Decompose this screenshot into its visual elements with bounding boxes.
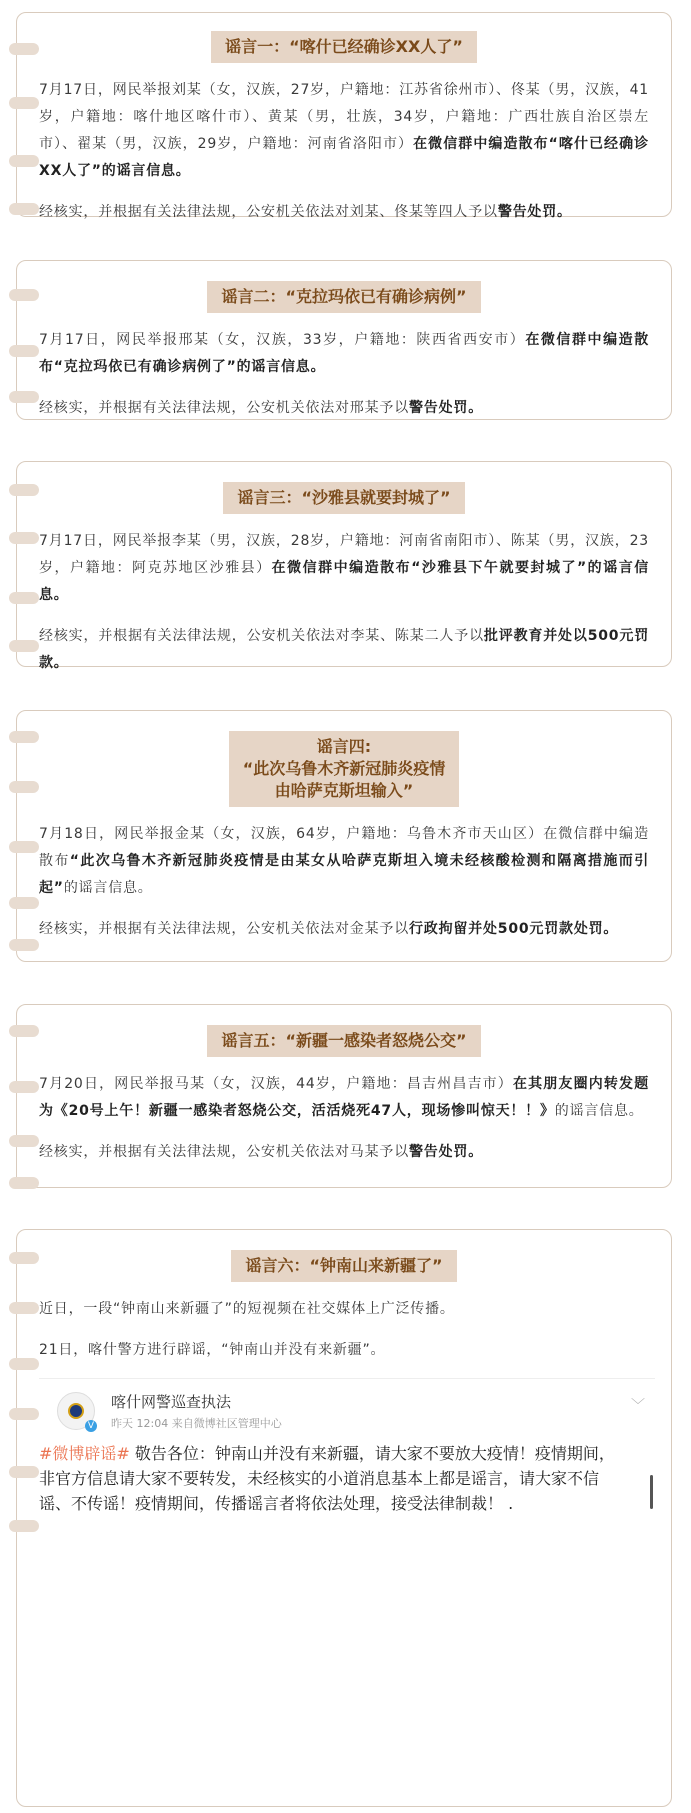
rumor-title	[211, 31, 477, 63]
decorative-tab	[9, 532, 39, 544]
rumor-card	[16, 461, 672, 671]
decorative-tab	[9, 1081, 39, 1093]
highlight-text: “此次乌鲁木齐新冠肺炎疫情是由某女从哈萨克斯坦入境未经核酸检测和隔离措施而引起”	[39, 853, 649, 896]
rumor-penalty-paragraph	[39, 199, 649, 226]
decorative-tab	[9, 1302, 39, 1314]
decorative-tab	[9, 484, 39, 496]
rumor-title	[207, 1025, 480, 1057]
decorative-tab	[9, 592, 39, 604]
decorative-tab	[9, 1252, 39, 1264]
body-text: 经核实，并根据有关法律法规，公安机关依法对马某予以	[39, 1144, 409, 1160]
highlight-text: 在其朋友圈内转发题为《20号上午！新疆一感染者怒烧公交，活活烧死47人，现场惨叫惊天！！》	[39, 1076, 649, 1119]
decorative-tab	[9, 97, 39, 109]
rumor-report-paragraph	[39, 528, 649, 609]
body-text: 7月17日，网民举报李某（男，汉族，28岁，户籍地：河南省南阳市）、陈某（男，汉族，23岁，户籍地：阿克苏地区沙雅县）	[39, 533, 649, 576]
body-text: 7月18日，网民举报金某（女，汉族，64岁，户籍地：乌鲁木齐市天山区）在微信群中编造散布	[39, 826, 649, 869]
body-text: 经核实，并根据有关法律法规，公安机关依法对金某予以	[39, 921, 409, 937]
body-text: 经核实，并根据有关法律法规，公安机关依法对刘某、佟某等四人予以	[39, 204, 498, 220]
rumor-report-paragraph	[39, 1071, 649, 1125]
decorative-tab	[9, 43, 39, 55]
decorative-tab	[9, 1408, 39, 1420]
highlight-text: 在微信群中编造散布“喀什已经确诊XX人了”的谣言信息。	[39, 136, 649, 179]
decorative-tab	[9, 841, 39, 853]
decorative-tab	[9, 155, 39, 167]
body-text: 经核实，并根据有关法律法规，公安机关依法对邢某予以	[39, 400, 409, 416]
body-text: 7月17日，网民举报邢某（女，汉族，33岁，户籍地：陕西省西安市）	[39, 332, 526, 348]
rumor-penalty-paragraph	[39, 395, 649, 422]
highlight-text: 警告处罚。	[409, 1144, 483, 1160]
decorative-tab	[9, 1135, 39, 1147]
rumor-title-line: 由哈萨克斯坦输入”	[274, 781, 414, 800]
decorative-tab	[9, 640, 39, 652]
rumor-title-line: “此次乌鲁木齐新冠肺炎疫情	[242, 759, 446, 778]
rumor-penalty-paragraph	[39, 623, 649, 677]
rumor-card	[16, 1004, 672, 1188]
decorative-tab	[9, 1358, 39, 1370]
rumor-title	[207, 281, 480, 313]
rumor-report-paragraph	[39, 327, 649, 381]
rumor-card	[16, 710, 672, 962]
body-text: 7月17日，网民举报刘某（女，汉族，27岁，户籍地：江苏省徐州市）、佟某（男，汉族，41岁，户籍地：喀什地区喀什市）、黄某（男，壮族，34岁，户籍地：广西壮族自治区崇左市）、翟某（男，汉族，29岁，户籍地：河南省洛阳市）	[39, 82, 649, 152]
rumor-title	[223, 482, 464, 514]
body-text: 的谣言信息。	[554, 1103, 644, 1119]
rumor-title	[229, 731, 460, 807]
decorative-tab	[9, 289, 39, 301]
rumor-title-line: 谣言二：“克拉玛依已有确诊病例”	[221, 287, 467, 306]
scrollbar[interactable]	[650, 1475, 653, 1509]
decorative-tab	[9, 345, 39, 357]
body-text: 21日，喀什警方进行辟谣，“钟南山并没有来新疆”。	[39, 1342, 386, 1358]
rumor-title-line: 谣言三：“沙雅县就要封城了”	[237, 488, 451, 507]
decorative-tab	[9, 1177, 39, 1189]
body-text: 近日，一段“钟南山来新疆了”的短视频在社交媒体上广泛传播。	[39, 1301, 455, 1317]
rumor-title-line: 谣言四:	[316, 737, 372, 756]
rumor-report-paragraph	[39, 77, 649, 185]
rumor-card	[16, 12, 672, 220]
rumor-report-paragraph	[39, 821, 649, 902]
decorative-tab	[9, 939, 39, 951]
weibo-post-text: 敬告各位：钟南山并没有来新疆，请大家不要放大疫情！疫情期间，非官方信息请大家不要转发，未经核实的小道消息基本上都是谣言，请大家不信谣、不传谣！疫情期间，传播谣言者将依法处理，接受法律制裁！ .	[39, 1444, 615, 1513]
body-text: 7月20日，网民举报马某（女，汉族，44岁，户籍地：昌吉州昌吉市）	[39, 1076, 513, 1092]
weibo-post[interactable]	[39, 1378, 655, 1516]
avatar[interactable]	[57, 1392, 95, 1430]
highlight-text: 行政拘留并处500元罚款处罚。	[409, 921, 619, 937]
weibo-post-body	[39, 1441, 655, 1516]
police-emblem-icon	[68, 1403, 84, 1419]
rumor-penalty-paragraph	[39, 916, 649, 943]
highlight-text: 批评教育并处以500元罚款。	[39, 628, 649, 671]
rumor-card	[16, 260, 672, 420]
highlight-text: 警告处罚。	[497, 204, 572, 220]
decorative-tab	[9, 731, 39, 743]
rumor-title-line: 谣言五：“新疆一感染者怒烧公交”	[221, 1031, 467, 1050]
verified-badge-icon: V	[85, 1420, 97, 1432]
chevron-down-icon[interactable]: ﹀	[631, 1398, 645, 1414]
decorative-tab	[9, 1025, 39, 1037]
weibo-post-meta: 昨天 12:04 来自微博社区管理中心	[111, 1417, 282, 1430]
rumor-penalty-paragraph	[39, 1139, 649, 1166]
weibo-account-name[interactable]: 喀什网警巡查执法	[111, 1393, 232, 1411]
body-text: 的谣言信息。	[63, 880, 153, 896]
highlight-text: 在微信群中编造散布“克拉玛依已有确诊病例了”的谣言信息。	[39, 332, 649, 375]
rumor-title-line: 谣言一：“喀什已经确诊XX人了”	[225, 37, 463, 56]
rumor-report-paragraph	[39, 1296, 649, 1323]
highlight-text: 警告处罚。	[409, 400, 483, 416]
decorative-tab	[9, 781, 39, 793]
rumor-title	[231, 1250, 456, 1282]
decorative-tab	[9, 1466, 39, 1478]
decorative-tab	[9, 203, 39, 215]
weibo-post-header	[39, 1391, 655, 1431]
hashtag-link[interactable]: #微博辟谣#	[39, 1444, 130, 1463]
decorative-tab	[9, 1520, 39, 1532]
decorative-tab	[9, 391, 39, 403]
rumor-card	[16, 1229, 672, 1807]
decorative-tab	[9, 897, 39, 909]
rumor-penalty-paragraph	[39, 1337, 649, 1364]
body-text: 经核实，并根据有关法律法规，公安机关依法对李某、陈某二人予以	[39, 628, 484, 644]
rumor-title-line: 谣言六：“钟南山来新疆了”	[245, 1256, 443, 1275]
highlight-text: 在微信群中编造散布“沙雅县下午就要封城了”的谣言信息。	[39, 560, 650, 603]
